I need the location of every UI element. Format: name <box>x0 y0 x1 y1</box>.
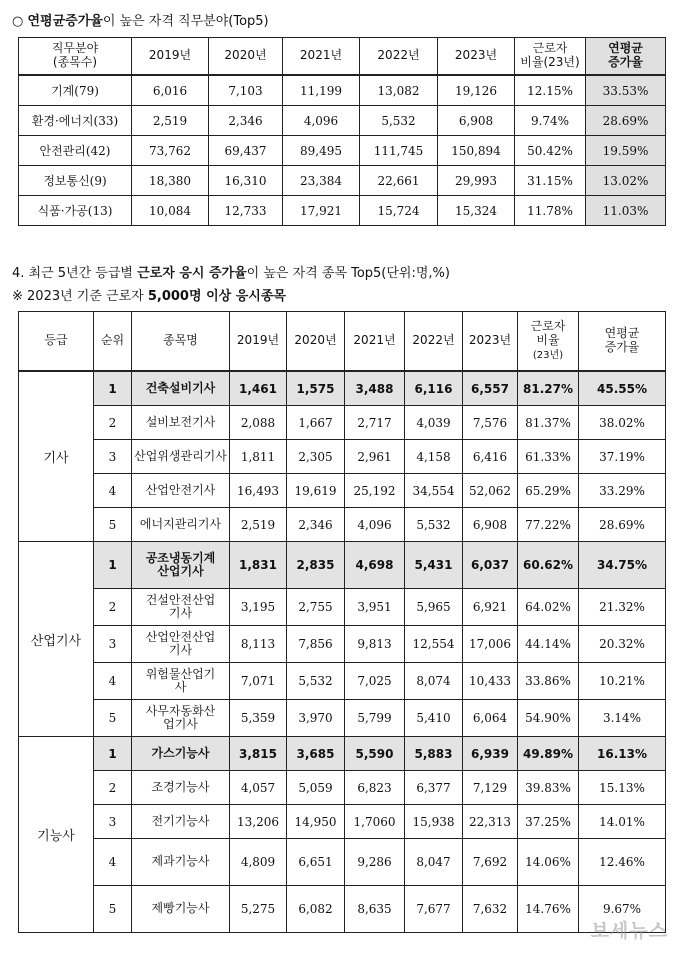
table-row <box>19 166 666 196</box>
value-cell: 10.21% <box>579 663 666 700</box>
value-cell: 3,685 <box>287 737 345 771</box>
grade-cell: 기사 <box>19 371 94 542</box>
value-cell: 17,006 <box>463 626 518 663</box>
value-cell: 16,310 <box>209 166 283 196</box>
value-cell: 4,158 <box>405 440 463 474</box>
value-cell: 2,961 <box>345 440 405 474</box>
value-cell: 9.67% <box>579 886 666 933</box>
value-cell: 7,025 <box>345 663 405 700</box>
value-cell: 61.33% <box>518 440 579 474</box>
table-row <box>19 136 666 166</box>
value-cell: 65.29% <box>518 474 579 508</box>
value-cell: 7,632 <box>463 886 518 933</box>
value-cell: 22,661 <box>360 166 438 196</box>
value-cell: 3,195 <box>230 589 287 626</box>
field-name-cell: 안전관리(42) <box>19 136 132 166</box>
value-cell: 2,835 <box>287 542 345 589</box>
field-name-cell: 기계(79) <box>19 75 132 106</box>
value-cell: 29,993 <box>438 166 515 196</box>
rank-cell: 5 <box>94 886 132 933</box>
table2-header: 종목명 <box>132 312 230 372</box>
item-name-cell: 제과기능사 <box>132 839 230 886</box>
rank-cell: 3 <box>94 626 132 663</box>
value-cell: 2,717 <box>345 406 405 440</box>
value-cell: 3,815 <box>230 737 287 771</box>
value-cell: 11,199 <box>283 75 360 106</box>
value-cell: 52,062 <box>463 474 518 508</box>
value-cell: 6,082 <box>287 886 345 933</box>
value-cell: 17,921 <box>283 196 360 226</box>
value-cell: 81.37% <box>518 406 579 440</box>
rank-cell: 5 <box>94 700 132 737</box>
value-cell: 37.25% <box>518 805 579 839</box>
value-cell: 6,908 <box>438 106 515 136</box>
field-growth-table <box>18 37 666 226</box>
rank-cell: 1 <box>94 542 132 589</box>
value-cell: 6,016 <box>132 75 209 106</box>
item-name-cell: 전기기능사 <box>132 805 230 839</box>
heading-bold: 근로자 응시 증가율 <box>137 266 247 281</box>
value-cell: 7,071 <box>230 663 287 700</box>
table-row <box>19 474 666 508</box>
value-cell: 11.78% <box>515 196 586 226</box>
table-row <box>19 737 666 771</box>
value-cell: 8,113 <box>230 626 287 663</box>
value-cell: 33.86% <box>518 663 579 700</box>
table-row <box>19 626 666 663</box>
value-cell: 10,084 <box>132 196 209 226</box>
value-cell: 4,809 <box>230 839 287 886</box>
value-cell: 6,064 <box>463 700 518 737</box>
watermark: 보세뉴스 <box>590 920 668 942</box>
table-row <box>19 663 666 700</box>
value-cell: 31.15% <box>515 166 586 196</box>
table1-header: 2019년 <box>132 38 209 76</box>
value-cell: 7,576 <box>463 406 518 440</box>
table1-header: 연평균 증가율 <box>586 38 666 76</box>
rank-cell: 1 <box>94 737 132 771</box>
value-cell: 15,938 <box>405 805 463 839</box>
value-cell: 5,359 <box>230 700 287 737</box>
value-cell: 11.03% <box>586 196 666 226</box>
value-cell: 33.29% <box>579 474 666 508</box>
item-name-cell: 조경기능사 <box>132 771 230 805</box>
value-cell: 10,433 <box>463 663 518 700</box>
item-name-cell: 건축설비기사 <box>132 371 230 406</box>
value-cell: 5,410 <box>405 700 463 737</box>
item-name-cell: 위험물산업기 사 <box>132 663 230 700</box>
table1-header: 직무분야 (종목수) <box>19 38 132 76</box>
value-cell: 15,324 <box>438 196 515 226</box>
section-heading <box>12 262 450 281</box>
value-cell: 3.14% <box>579 700 666 737</box>
value-cell: 8,047 <box>405 839 463 886</box>
value-cell: 7,103 <box>209 75 283 106</box>
value-cell: 2,088 <box>230 406 287 440</box>
value-cell: 2,305 <box>287 440 345 474</box>
table1-caption <box>12 10 269 29</box>
value-cell: 77.22% <box>518 508 579 542</box>
value-cell: 9,286 <box>345 839 405 886</box>
value-cell: 6,651 <box>287 839 345 886</box>
item-name-cell: 사무자동화산 업기사 <box>132 700 230 737</box>
value-cell: 15.13% <box>579 771 666 805</box>
value-cell: 64.02% <box>518 589 579 626</box>
value-cell: 37.19% <box>579 440 666 474</box>
heading-rest: 이 높은 자격 종목 Top5(단위:명,%) <box>246 266 450 281</box>
field-name-cell: 정보통신(9) <box>19 166 132 196</box>
value-cell: 54.90% <box>518 700 579 737</box>
value-cell: 50.42% <box>515 136 586 166</box>
item-name-cell: 가스기능사 <box>132 737 230 771</box>
table-row <box>19 440 666 474</box>
value-cell: 14.06% <box>518 839 579 886</box>
item-name-cell: 에너지관리기사 <box>132 508 230 542</box>
table2-header: 2023년 <box>463 312 518 372</box>
value-cell: 23,384 <box>283 166 360 196</box>
value-cell: 4,698 <box>345 542 405 589</box>
table-row <box>19 839 666 886</box>
value-cell: 21.32% <box>579 589 666 626</box>
value-cell: 4,096 <box>283 106 360 136</box>
value-cell: 15,724 <box>360 196 438 226</box>
value-cell: 19,619 <box>287 474 345 508</box>
value-cell: 111,745 <box>360 136 438 166</box>
table-row <box>19 589 666 626</box>
table2-header: 순위 <box>94 312 132 372</box>
table1-header: 2023년 <box>438 38 515 76</box>
table1-header: 2021년 <box>283 38 360 76</box>
value-cell: 9.74% <box>515 106 586 136</box>
caption-bold: 연평균증가율 <box>27 14 103 29</box>
value-cell: 25,192 <box>345 474 405 508</box>
grade-cell: 산업기사 <box>19 542 94 737</box>
value-cell: 2,519 <box>230 508 287 542</box>
value-cell: 3,951 <box>345 589 405 626</box>
table-row <box>19 542 666 589</box>
value-cell: 2,519 <box>132 106 209 136</box>
note-bold: 5,000명 이상 응시종목 <box>147 289 286 304</box>
value-cell: 4,039 <box>405 406 463 440</box>
rank-cell: 1 <box>94 371 132 406</box>
table-row <box>19 508 666 542</box>
value-cell: 6,921 <box>463 589 518 626</box>
rank-cell: 2 <box>94 771 132 805</box>
value-cell: 2,755 <box>287 589 345 626</box>
table2-header: 2020년 <box>287 312 345 372</box>
table-row <box>19 700 666 737</box>
value-cell: 20.32% <box>579 626 666 663</box>
field-name-cell: 식품·가공(13) <box>19 196 132 226</box>
value-cell: 19.59% <box>586 136 666 166</box>
field-name-cell: 환경·에너지(33) <box>19 106 132 136</box>
value-cell: 28.69% <box>579 508 666 542</box>
value-cell: 5,532 <box>360 106 438 136</box>
value-cell: 5,059 <box>287 771 345 805</box>
table2-header: 연평균 증가율 <box>579 312 666 372</box>
table-row <box>19 371 666 406</box>
grade-growth-table <box>18 311 666 933</box>
value-cell: 1,811 <box>230 440 287 474</box>
item-name-cell: 산업위생관리기사 <box>132 440 230 474</box>
value-cell: 22,313 <box>463 805 518 839</box>
value-cell: 34,554 <box>405 474 463 508</box>
value-cell: 13.02% <box>586 166 666 196</box>
value-cell: 6,116 <box>405 371 463 406</box>
heading-pre: 4. 최근 5년간 등급별 <box>12 266 138 281</box>
value-cell: 34.75% <box>579 542 666 589</box>
value-cell: 12.15% <box>515 75 586 106</box>
value-cell: 13,206 <box>230 805 287 839</box>
table-row <box>19 886 666 933</box>
value-cell: 39.83% <box>518 771 579 805</box>
value-cell: 12.46% <box>579 839 666 886</box>
rank-cell: 4 <box>94 663 132 700</box>
table-row <box>19 196 666 226</box>
bullet: ○ <box>12 14 24 29</box>
value-cell: 5,275 <box>230 886 287 933</box>
rank-cell: 2 <box>94 406 132 440</box>
value-cell: 7,692 <box>463 839 518 886</box>
value-cell: 18,380 <box>132 166 209 196</box>
value-cell: 14.76% <box>518 886 579 933</box>
table2-header: 근로자 비율 (23년) <box>518 312 579 372</box>
value-cell: 5,965 <box>405 589 463 626</box>
value-cell: 1,667 <box>287 406 345 440</box>
value-cell: 60.62% <box>518 542 579 589</box>
value-cell: 5,799 <box>345 700 405 737</box>
value-cell: 49.89% <box>518 737 579 771</box>
table2-header: 2021년 <box>345 312 405 372</box>
value-cell: 1,7060 <box>345 805 405 839</box>
value-cell: 38.02% <box>579 406 666 440</box>
value-cell: 5,883 <box>405 737 463 771</box>
table-row <box>19 75 666 106</box>
value-cell: 73,762 <box>132 136 209 166</box>
item-name-cell: 산업안전기사 <box>132 474 230 508</box>
table-row <box>19 805 666 839</box>
value-cell: 14,950 <box>287 805 345 839</box>
item-name-cell: 산업안전산업 기사 <box>132 626 230 663</box>
value-cell: 4,096 <box>345 508 405 542</box>
value-cell: 6,908 <box>463 508 518 542</box>
value-cell: 4,057 <box>230 771 287 805</box>
value-cell: 8,074 <box>405 663 463 700</box>
value-cell: 5,532 <box>405 508 463 542</box>
value-cell: 33.53% <box>586 75 666 106</box>
value-cell: 6,823 <box>345 771 405 805</box>
value-cell: 6,377 <box>405 771 463 805</box>
rank-cell: 4 <box>94 474 132 508</box>
value-cell: 8,635 <box>345 886 405 933</box>
value-cell: 1,461 <box>230 371 287 406</box>
item-name-cell: 설비보전기사 <box>132 406 230 440</box>
value-cell: 89,495 <box>283 136 360 166</box>
value-cell: 81.27% <box>518 371 579 406</box>
value-cell: 19,126 <box>438 75 515 106</box>
table-row <box>19 406 666 440</box>
rank-cell: 5 <box>94 508 132 542</box>
value-cell: 3,488 <box>345 371 405 406</box>
value-cell: 2,346 <box>287 508 345 542</box>
rank-cell: 3 <box>94 805 132 839</box>
value-cell: 1,831 <box>230 542 287 589</box>
value-cell: 7,856 <box>287 626 345 663</box>
rank-cell: 4 <box>94 839 132 886</box>
value-cell: 6,037 <box>463 542 518 589</box>
item-name-cell: 제빵기능사 <box>132 886 230 933</box>
value-cell: 44.14% <box>518 626 579 663</box>
value-cell: 45.55% <box>579 371 666 406</box>
value-cell: 13,082 <box>360 75 438 106</box>
value-cell: 16,493 <box>230 474 287 508</box>
table-row <box>19 771 666 805</box>
rank-cell: 3 <box>94 440 132 474</box>
table1-header: 근로자 비율(23년) <box>515 38 586 76</box>
value-cell: 7,129 <box>463 771 518 805</box>
value-cell: 12,733 <box>209 196 283 226</box>
value-cell: 16.13% <box>579 737 666 771</box>
value-cell: 6,416 <box>463 440 518 474</box>
value-cell: 5,590 <box>345 737 405 771</box>
table2-header: 2022년 <box>405 312 463 372</box>
value-cell: 5,532 <box>287 663 345 700</box>
note-pre: ※ 2023년 기준 근로자 <box>12 289 148 304</box>
rank-cell: 2 <box>94 589 132 626</box>
value-cell: 150,894 <box>438 136 515 166</box>
item-name-cell: 건설안전산업 기사 <box>132 589 230 626</box>
value-cell: 5,431 <box>405 542 463 589</box>
value-cell: 6,557 <box>463 371 518 406</box>
table1-header: 2020년 <box>209 38 283 76</box>
value-cell: 12,554 <box>405 626 463 663</box>
grade-cell: 기능사 <box>19 737 94 933</box>
table2-header: 등급 <box>19 312 94 372</box>
value-cell: 9,813 <box>345 626 405 663</box>
value-cell: 28.69% <box>586 106 666 136</box>
value-cell: 14.01% <box>579 805 666 839</box>
value-cell: 1,575 <box>287 371 345 406</box>
value-cell: 6,939 <box>463 737 518 771</box>
table2-header: 2019년 <box>230 312 287 372</box>
item-name-cell: 공조냉동기계 산업기사 <box>132 542 230 589</box>
value-cell: 3,970 <box>287 700 345 737</box>
caption-rest: 이 높은 자격 직무분야(Top5) <box>102 14 269 29</box>
value-cell: 2,346 <box>209 106 283 136</box>
value-cell: 69,437 <box>209 136 283 166</box>
table1-header: 2022년 <box>360 38 438 76</box>
value-cell: 7,677 <box>405 886 463 933</box>
table-row <box>19 106 666 136</box>
section-note <box>12 285 286 304</box>
